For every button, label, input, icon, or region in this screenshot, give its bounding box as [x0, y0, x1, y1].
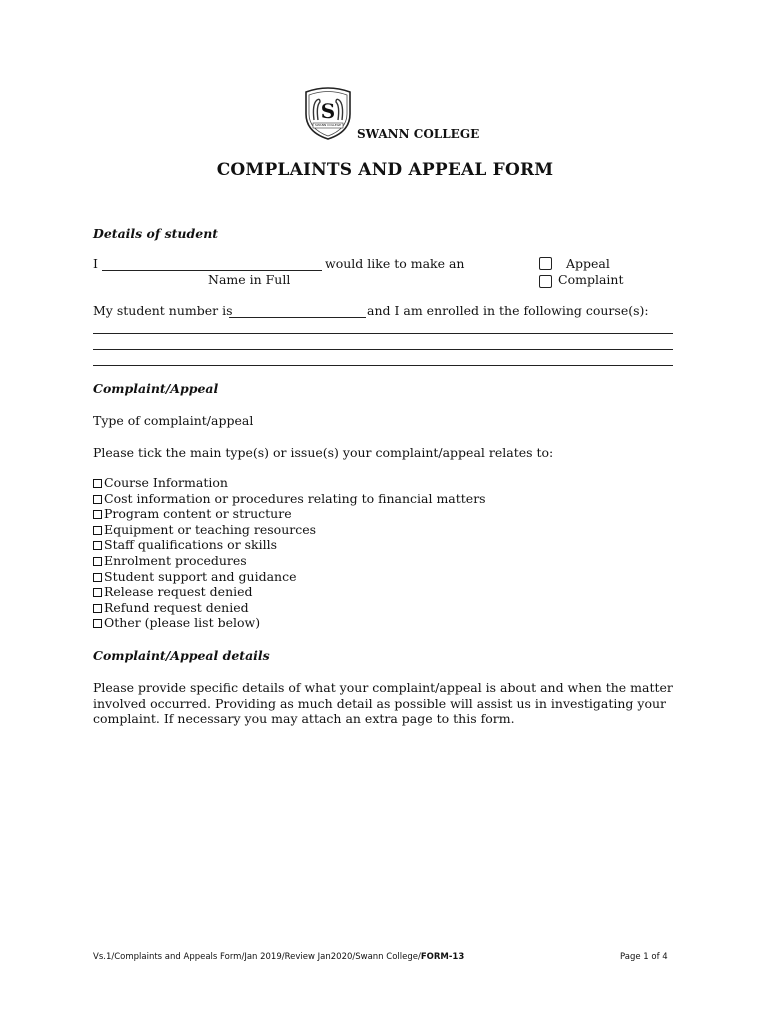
course-line-3[interactable]: [93, 365, 673, 366]
complaint-appeal-heading: Complaint/Appeal: [93, 381, 219, 396]
paragraph-line: complaint. If necessary you may attach an extra page to this form.: [93, 711, 515, 727]
list-item[interactable]: Other (please list below): [93, 615, 486, 631]
paragraph-line: Please provide specific details of what your complaint/appeal is about and when the matter: [93, 680, 673, 695]
course-line-1[interactable]: [93, 333, 673, 334]
list-item[interactable]: Cost information or procedures relating to financial matters: [93, 491, 486, 507]
checkbox-icon[interactable]: [93, 479, 102, 488]
list-item[interactable]: Release request denied: [93, 584, 486, 600]
svg-text:S: S: [320, 99, 336, 123]
appeal-checkbox[interactable]: [539, 257, 552, 270]
footer-version: [93, 952, 464, 962]
complaint-checkbox[interactable]: [539, 275, 552, 288]
crest-banner-text: SWANN COLLEGE: [314, 123, 342, 127]
student-number-prefix: My student number is: [93, 303, 233, 318]
details-section-heading: Complaint/Appeal details: [93, 648, 270, 663]
list-item[interactable]: Course Information: [93, 475, 486, 491]
type-label: Type of complaint/appeal: [93, 413, 254, 428]
checkbox-icon[interactable]: [93, 604, 102, 613]
footer-version-text: Vs.1/Complaints and Appeals Form/Jan 2019/Review Jan2020/Swann College/: [93, 952, 421, 962]
checkbox-icon[interactable]: [93, 619, 102, 628]
student-number-field[interactable]: [229, 317, 366, 318]
checkbox-icon[interactable]: [93, 588, 102, 597]
list-item[interactable]: Program content or structure: [93, 506, 486, 522]
issue-checklist: [93, 475, 486, 631]
list-item[interactable]: Refund request denied: [93, 600, 486, 616]
details-heading: Details of student: [93, 226, 219, 241]
checkbox-icon[interactable]: [93, 495, 102, 504]
details-paragraph: [93, 680, 673, 727]
checkbox-icon[interactable]: [93, 510, 102, 519]
page-number: Page 1 of 4: [620, 952, 668, 962]
would-like-text: would like to make an: [325, 256, 465, 271]
footer-form-code: FORM-13: [420, 952, 465, 962]
full-name-field[interactable]: [102, 270, 322, 271]
list-item[interactable]: Student support and guidance: [93, 569, 486, 585]
checkbox-icon[interactable]: [93, 557, 102, 566]
appeal-label: Appeal: [566, 256, 610, 271]
form-title: COMPLAINTS AND APPEAL FORM: [216, 160, 554, 180]
enrolled-text: and I am enrolled in the following course(s):: [367, 303, 649, 318]
name-in-full-caption: Name in Full: [208, 272, 291, 287]
paragraph-line: involved occurred. Providing as much detail as possible will assist us in investigating your: [93, 695, 666, 711]
list-item[interactable]: Equipment or teaching resources: [93, 522, 486, 538]
college-crest-logo: [300, 86, 356, 140]
list-item[interactable]: Staff qualifications or skills: [93, 537, 486, 553]
course-line-2[interactable]: [93, 349, 673, 350]
college-name: SWANN COLLEGE: [357, 127, 480, 141]
list-item[interactable]: Enrolment procedures: [93, 553, 486, 569]
tick-instruction: Please tick the main type(s) or issue(s) your complaint/appeal relates to:: [93, 445, 554, 460]
i-prefix: I: [93, 256, 98, 271]
checkbox-icon[interactable]: [93, 573, 102, 582]
checkbox-icon[interactable]: [93, 526, 102, 535]
checkbox-icon[interactable]: [93, 541, 102, 550]
complaint-label: Complaint: [558, 272, 624, 287]
